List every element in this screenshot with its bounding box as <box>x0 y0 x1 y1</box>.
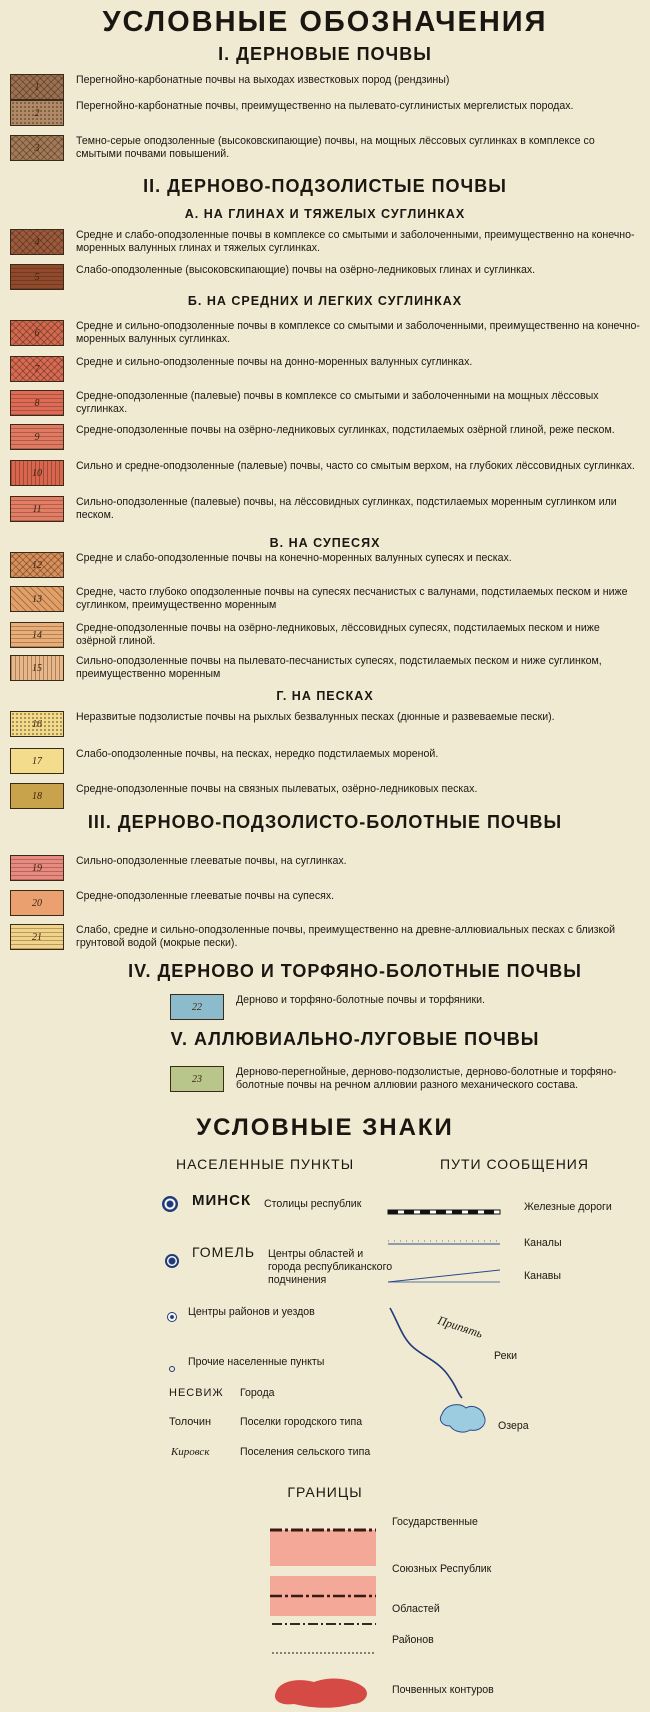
soil-number: 18 <box>32 790 42 802</box>
river-name-label: Припять <box>435 1313 485 1341</box>
border-symbols <box>270 1520 380 1710</box>
state-border-icon <box>270 1530 376 1566</box>
soil-description: Сильно-оподзоленные глееватые почвы, на суглинках. <box>76 855 347 867</box>
soil-swatch-10 <box>10 460 64 486</box>
soil-swatch-5 <box>10 264 64 290</box>
oblast-border-label: Областей <box>392 1603 440 1615</box>
soil-number: 16 <box>32 718 42 730</box>
soil-swatch-23 <box>170 1066 224 1092</box>
section-2b-title: Б. НА СРЕДНИХ И ЛЕГКИХ СУГЛИНКАХ <box>187 294 463 308</box>
soil-contour-label: Почвенных контуров <box>392 1684 494 1696</box>
soil-swatch-9 <box>10 424 64 450</box>
soil-description: Слабо-оподзоленные почвы, на песках, нередко подстилаемых мореной. <box>76 748 439 760</box>
soil-description: Дерново и торфяно-болотные почвы и торфяники. <box>236 994 485 1006</box>
soil-description: Слабо-оподзоленные (высоковскипающие) почвы на озёрно-ледниковых глинах и суглинках. <box>76 264 536 276</box>
soil-description: Слабо, средне и сильно-оподзоленные почвы, преимущественно на древне-аллювиальных песках с близкой грунтовой водой (мокрые пески). <box>76 924 616 949</box>
soil-swatch-21 <box>10 924 64 950</box>
district-center-icon <box>167 1312 177 1322</box>
soil-swatch-19 <box>10 855 64 881</box>
transport-symbols <box>386 1200 516 1420</box>
borders-title: ГРАНИЦЫ <box>287 1484 363 1500</box>
soil-description: Средне-оподзоленные почвы на связных пылеватых, озёрно-ледниковых песках. <box>76 783 478 795</box>
soil-description: Средне и сильно-оподзоленные почвы в комплексе со смытыми и заболоченными, преимущественно на конечно-моренных валунных суглинках. <box>76 320 640 345</box>
soil-swatch-15 <box>10 655 64 681</box>
soil-number: 6 <box>34 327 40 339</box>
other-places-label: Прочие населенные пункты <box>188 1356 325 1368</box>
section-4-title: IV. ДЕРНОВО И ТОРФЯНО-БОЛОТНЫЕ ПОЧВЫ <box>128 961 582 981</box>
soil-description: Сильно и средне-оподзоленные (палевые) почвы, часто со смытым верхом, на глубоких лёссовидных суглинках. <box>76 460 635 472</box>
soil-swatch-22 <box>170 994 224 1020</box>
soil-number: 10 <box>32 467 42 479</box>
soil-swatch-3 <box>10 135 64 161</box>
soil-number: 21 <box>32 931 42 943</box>
section-1-title: I. ДЕРНОВЫЕ ПОЧВЫ <box>218 44 432 64</box>
minsk-label: МИНСК <box>192 1192 252 1209</box>
nesvizh-label: НЕСВИЖ <box>169 1387 224 1399</box>
section-2a-title: А. НА ГЛИНАХ И ТЯЖЕЛЫХ СУГЛИНКАХ <box>184 207 466 221</box>
soil-number: 9 <box>34 431 40 443</box>
soil-description: Средне-оподзоленные почвы на озёрно-ледниковых суглинках, подстилаемых озёрной глиной, реже песком. <box>76 424 615 436</box>
soil-description: Перегнойно-карбонатные почвы на выходах известковых пород (рендзины) <box>76 74 450 86</box>
tolochin-label: Толочин <box>169 1416 212 1428</box>
ditch-line-icon <box>388 1270 500 1282</box>
soil-swatch-11 <box>10 496 64 522</box>
soil-swatch-14 <box>10 622 64 648</box>
section-5-title: V. АЛЛЮВИАЛЬНО-ЛУГОВЫЕ ПОЧВЫ <box>170 1029 540 1049</box>
soil-swatch-2 <box>10 100 64 126</box>
soil-swatch-4 <box>10 229 64 255</box>
regional-centers-label: Центры областей и города республиканского подчинения <box>268 1248 393 1286</box>
soil-number: 12 <box>32 559 42 571</box>
soil-swatch-18 <box>10 783 64 809</box>
section-2d-title: Г. НА ПЕСКАХ <box>276 689 374 703</box>
soil-description: Средне и слабо-оподзоленные почвы на конечно-моренных валунных супесях и песках. <box>76 552 512 564</box>
soil-description: Дерново-перегнойные, дерново-подзолистые, дерново-болотные и торфяно-болотные почвы на речном аллювии разного механического состава. <box>236 1066 617 1091</box>
cities-label: Города <box>240 1387 275 1399</box>
section-2c-title: В. НА СУПЕСЯХ <box>269 536 381 550</box>
soil-description: Сильно-оподзоленные (палевые) почвы, на лёссовидных суглинках, подстилаемых моренным суглинком или песком. <box>76 496 617 521</box>
soil-description: Средне-оподзоленные глееватые почвы на супесях. <box>76 890 335 902</box>
soil-contour-icon <box>275 1679 367 1708</box>
soil-number: 8 <box>34 397 40 409</box>
capitals-label: Столицы республик <box>264 1198 362 1210</box>
soil-description: Средне и слабо-оподзоленные почвы в комплексе со смытыми и заболоченными, преимущественно на конечно-моренных валунных глинах и тяжелых суглинках. <box>76 229 635 254</box>
railway-line-icon <box>388 1210 500 1214</box>
towns-label: Поселки городского типа <box>240 1416 363 1428</box>
soil-number: 20 <box>32 897 42 909</box>
soil-number: 11 <box>32 503 42 515</box>
soil-swatch-7 <box>10 356 64 382</box>
soil-description: Средне-оподзоленные (палевые) почвы в комплексе со смытыми и заболоченными на мощных лёссовых суглинках. <box>76 390 599 415</box>
soil-swatch-6 <box>10 320 64 346</box>
transport-title: ПУТИ СООБЩЕНИЯ <box>440 1156 589 1172</box>
soil-description: Неразвитые подзолистые почвы на рыхлых безвалунных песках (дюнные и развеваемые пески). <box>76 711 555 723</box>
soil-description: Средне и сильно-оподзоленные почвы на донно-моренных валунных суглинках. <box>76 356 473 368</box>
soil-number: 15 <box>32 662 42 674</box>
soil-swatch-12 <box>10 552 64 578</box>
soil-number: 2 <box>34 107 40 119</box>
soil-swatch-13 <box>10 586 64 612</box>
legend-title: УСЛОВНЫЕ ОБОЗНАЧЕНИЯ <box>102 6 548 38</box>
union-border-icon <box>270 1576 376 1616</box>
soil-swatch-8 <box>10 390 64 416</box>
soil-description: Средне, часто глубоко оподзоленные почвы на супесях песчанистых с валунами, подстилаемых песком и ниже суглинком, преимущественно моренным <box>76 586 628 611</box>
capital-symbol-icon <box>162 1196 178 1212</box>
canal-line-icon <box>388 1241 500 1244</box>
soil-number: 3 <box>34 142 40 154</box>
soil-number: 1 <box>34 81 40 93</box>
soil-description: Темно-серые оподзоленные (высоковскипающие) почвы, на мощных лёссовых суглинках в комплексе со смытыми почвами повышений. <box>76 135 595 160</box>
other-place-icon <box>169 1366 175 1372</box>
soil-description: Средне-оподзоленные почвы на озёрно-ледниковых, лёссовидных супесях, подстилаемых песком и ниже озёрной глиной. <box>76 622 600 647</box>
union-border-label: Союзных Республик <box>392 1563 492 1575</box>
settlements-title: НАСЕЛЕННЫЕ ПУНКТЫ <box>176 1156 355 1172</box>
rivers-label: Реки <box>494 1350 518 1362</box>
section-2-title: II. ДЕРНОВО-ПОДЗОЛИСТЫЕ ПОЧВЫ <box>143 176 507 196</box>
soil-number: 22 <box>192 1001 202 1013</box>
signs-title: УСЛОВНЫЕ ЗНАКИ <box>196 1114 454 1141</box>
raion-border-label: Районов <box>392 1634 434 1646</box>
soil-number: 19 <box>32 862 42 874</box>
soil-number: 7 <box>34 363 40 375</box>
section-3-title: III. ДЕРНОВО-ПОДЗОЛИСТО-БОЛОТНЫЕ ПОЧВЫ <box>87 812 563 832</box>
canals-label: Каналы <box>524 1237 562 1249</box>
soil-swatch-20 <box>10 890 64 916</box>
soil-swatch-17 <box>10 748 64 774</box>
gomel-label: ГОМЕЛЬ <box>192 1244 256 1260</box>
state-border-label: Государственные <box>392 1516 478 1528</box>
soil-description: Перегнойно-карбонатные почвы, преимущественно на пылевато-суглинистых мергелистых породах. <box>76 100 574 112</box>
soil-number: 13 <box>32 593 42 605</box>
railways-label: Железные дороги <box>524 1201 612 1213</box>
kirovsk-label: Кировск <box>171 1446 210 1458</box>
soil-swatch-16 <box>10 711 64 737</box>
district-centers-label: Центры районов и уездов <box>188 1306 315 1318</box>
soil-number: 5 <box>34 271 40 283</box>
ditches-label: Канавы <box>524 1270 562 1282</box>
soil-number: 23 <box>192 1073 202 1085</box>
soil-description: Сильно-оподзоленные почвы на пылевато-песчанистых супесях, подстилаемых песком и ниже суглинком, преимущественно моренным <box>76 655 602 680</box>
lakes-label: Озера <box>498 1420 529 1432</box>
soil-number: 4 <box>34 236 40 248</box>
soil-number: 17 <box>32 755 42 767</box>
villages-label: Поселения сельского типа <box>240 1446 371 1458</box>
soil-number: 14 <box>32 629 42 641</box>
regional-center-icon <box>165 1254 179 1268</box>
lake-icon <box>436 1400 492 1436</box>
soil-swatch-1 <box>10 74 64 100</box>
